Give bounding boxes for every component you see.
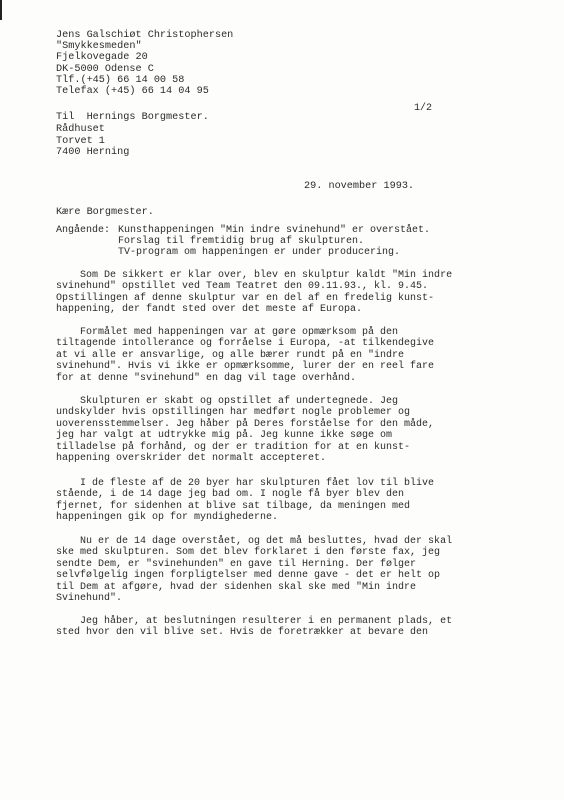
sender-line: "Smykkesmeden" [56, 41, 142, 53]
body-line: happening, der fandt sted over det meste af Europa. [56, 304, 363, 316]
sender-line: Telefax (+45) 66 14 04 95 [56, 86, 209, 98]
body-line: Formålet med happeningen var at gøre opmærksom på den [56, 327, 399, 338]
body-line: tiltagende intollerance og forråelse i Europa, -at tilkendegive [56, 338, 435, 350]
recipient-line: 7400 Herning [56, 147, 130, 159]
body-line: I de fleste af de 20 byer har skulpturen fået lov til blive [56, 478, 435, 489]
body-paragraph-2 [56, 327, 474, 384]
subject-label: Angående: [56, 225, 111, 236]
body-paragraph-4 [56, 478, 474, 524]
sender-line: Fjelkovegade 20 [56, 52, 148, 64]
body-line: Svinehund". [56, 593, 123, 605]
body-line: svinehund". Hvis vi ikke er opmærksomme, lurer der en reel fare [56, 361, 435, 373]
body-line: Skulpturen er skabt og opstillet af undertegnede. Jeg [56, 396, 399, 407]
body-line: selvfølgelig ingen forpligtelser med denne gave - det er helt op [56, 570, 441, 582]
subject-line: TV-program om happeningen er under producering. [118, 247, 401, 258]
body-paragraph-3 [56, 396, 474, 464]
body-line: Nu er de 14 dage overstået, og det må besluttes, hvad der skal [56, 536, 453, 547]
body-paragraph-6 [56, 616, 474, 639]
salutation: Kære Borgmester. [56, 207, 154, 218]
sender-address-block [56, 30, 233, 97]
sender-line: Tlf.(+45) 66 14 00 58 [56, 74, 185, 86]
body-line: ske med skulpturen. Som det blev forklaret i den første fax, jeg [56, 547, 441, 559]
body-line: happening overskrider det normalt accepteret. [56, 453, 327, 465]
sender-line: DK-5000 Odense C [56, 63, 154, 75]
body-line: tilladelse på forhånd, og der er tradition for at en kunst- [56, 441, 411, 453]
body-line: Opstillingen af denne skulptur var en del af en fredelig kunst- [56, 292, 435, 304]
scan-edge-mark [0, 0, 2, 20]
body-line: svinehund" opstillet ved Team Teatret den 09.11.93., kl. 9.45. [56, 281, 429, 293]
body-line: happeningen gik op for myndighederne. [56, 512, 279, 524]
subject-lines [118, 225, 478, 258]
body-line: sendte Dem, er "svinehunden" en gave til Herning. Der følger [56, 558, 417, 570]
body-line: fjernet, for sidenhen at blive sat tilbage, da meningen med [56, 500, 411, 512]
body-line: for at denne "svinehund" en dag vil tage overhånd. [56, 372, 357, 384]
subject-line: Kunsthappeningen "Min indre svinehund" er overstået. [118, 225, 431, 236]
recipient-line: Torvet 1 [56, 135, 105, 147]
letter-date: 29. november 1993. [304, 181, 415, 192]
body-line: stående, i de 14 dage jeg bad om. I nogle få byer blev den [56, 489, 405, 501]
body-line: Jeg håber, at beslutningen resulterer i en permanent plads, et [56, 616, 453, 627]
body-paragraph-5 [56, 536, 474, 604]
body-line: sted hvor den vil blive set. Hvis de foretrækker at bevare den [56, 627, 429, 639]
body-line: Som De sikkert er klar over, blev en skulptur kaldt "Min indre [56, 270, 453, 281]
body-line: uoverensstemmelser. Jeg håber på Deres forståelse for den måde, [56, 418, 435, 430]
body-line: jeg har valgt at udtrykke mig på. Jeg kunne ikke søge om [56, 430, 393, 442]
sender-line: Jens Galschiøt Christophersen [56, 30, 234, 41]
body-line: at vi alle er ansvarlige, og alle bærer rundt på en "indre [56, 349, 405, 361]
body-paragraph-1 [56, 270, 474, 316]
subject-line: Forslag til fremtidig brug af skulpturen. [118, 236, 365, 247]
recipient-line: Rådhuset [56, 123, 105, 135]
body-line: undskylder hvis opstillingen har medført nogle problemer og [56, 407, 411, 419]
recipient-address-block [56, 112, 209, 159]
recipient-line: Til Hernings Borgmester. [56, 112, 209, 123]
page-number: 1/2 [414, 103, 433, 114]
body-line: til Dem at afgøre, hvad der sidenhen skal ske med "Min indre [56, 581, 417, 593]
